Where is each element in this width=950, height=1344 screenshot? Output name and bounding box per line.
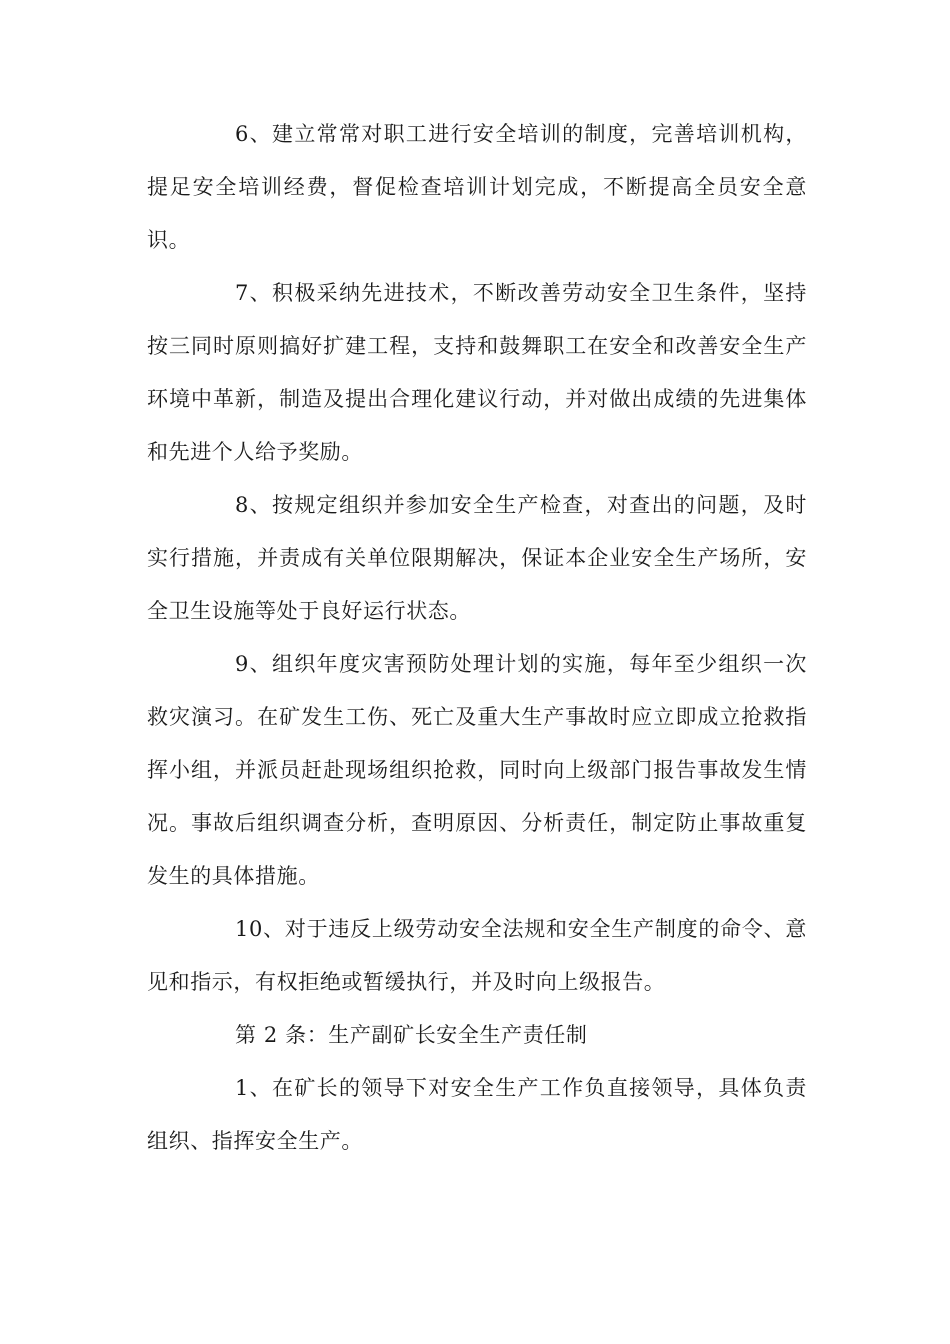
paragraph-item-7: 7、积极采纳先进技术，不断改善劳动安全卫生条件，坚持按三同时原则搞好扩建工程，支持和鼓舞职工在安全和改善安全生产环境中革新，制造及提出合理化建议行动，并对做出成绩的先进集体和先进个人给予奖励。	[147, 281, 807, 464]
paragraph-item-9: 9、组织年度灾害预防处理计划的实施，每年至少组织一次救灾演习。在矿发生工伤、死亡及重大生产事故时应立即成立抢救指挥小组，并派员赶赴现场组织抢救，同时向上级部门报告事故发生情况。事故后组织调查分析，查明原因、分析责任，制定防止事故重复发生的具体措施。	[147, 652, 807, 888]
paragraph-item-1: 1、在矿长的领导下对安全生产工作负直接领导，具体负责组织、指挥安全生产。	[147, 1076, 807, 1153]
section-heading-article-2: 第 2 条：生产副矿长安全生产责任制	[235, 1023, 588, 1047]
paragraph-item-6: 6、建立常常对职工进行安全培训的制度，完善培训机构，提足安全培训经费，督促检查培训计划完成，不断提高全员安全意识。	[147, 122, 807, 252]
paragraph-item-10: 10、对于违反上级劳动安全法规和安全生产制度的命令、意见和指示，有权拒绝或暂缓执行，并及时向上级报告。	[147, 917, 807, 994]
paragraph-item-8: 8、按规定组织并参加安全生产检查，对查出的问题，及时实行措施，并责成有关单位限期解决，保证本企业安全生产场所，安全卫生设施等处于良好运行状态。	[147, 493, 807, 623]
document-body	[147, 108, 807, 1168]
